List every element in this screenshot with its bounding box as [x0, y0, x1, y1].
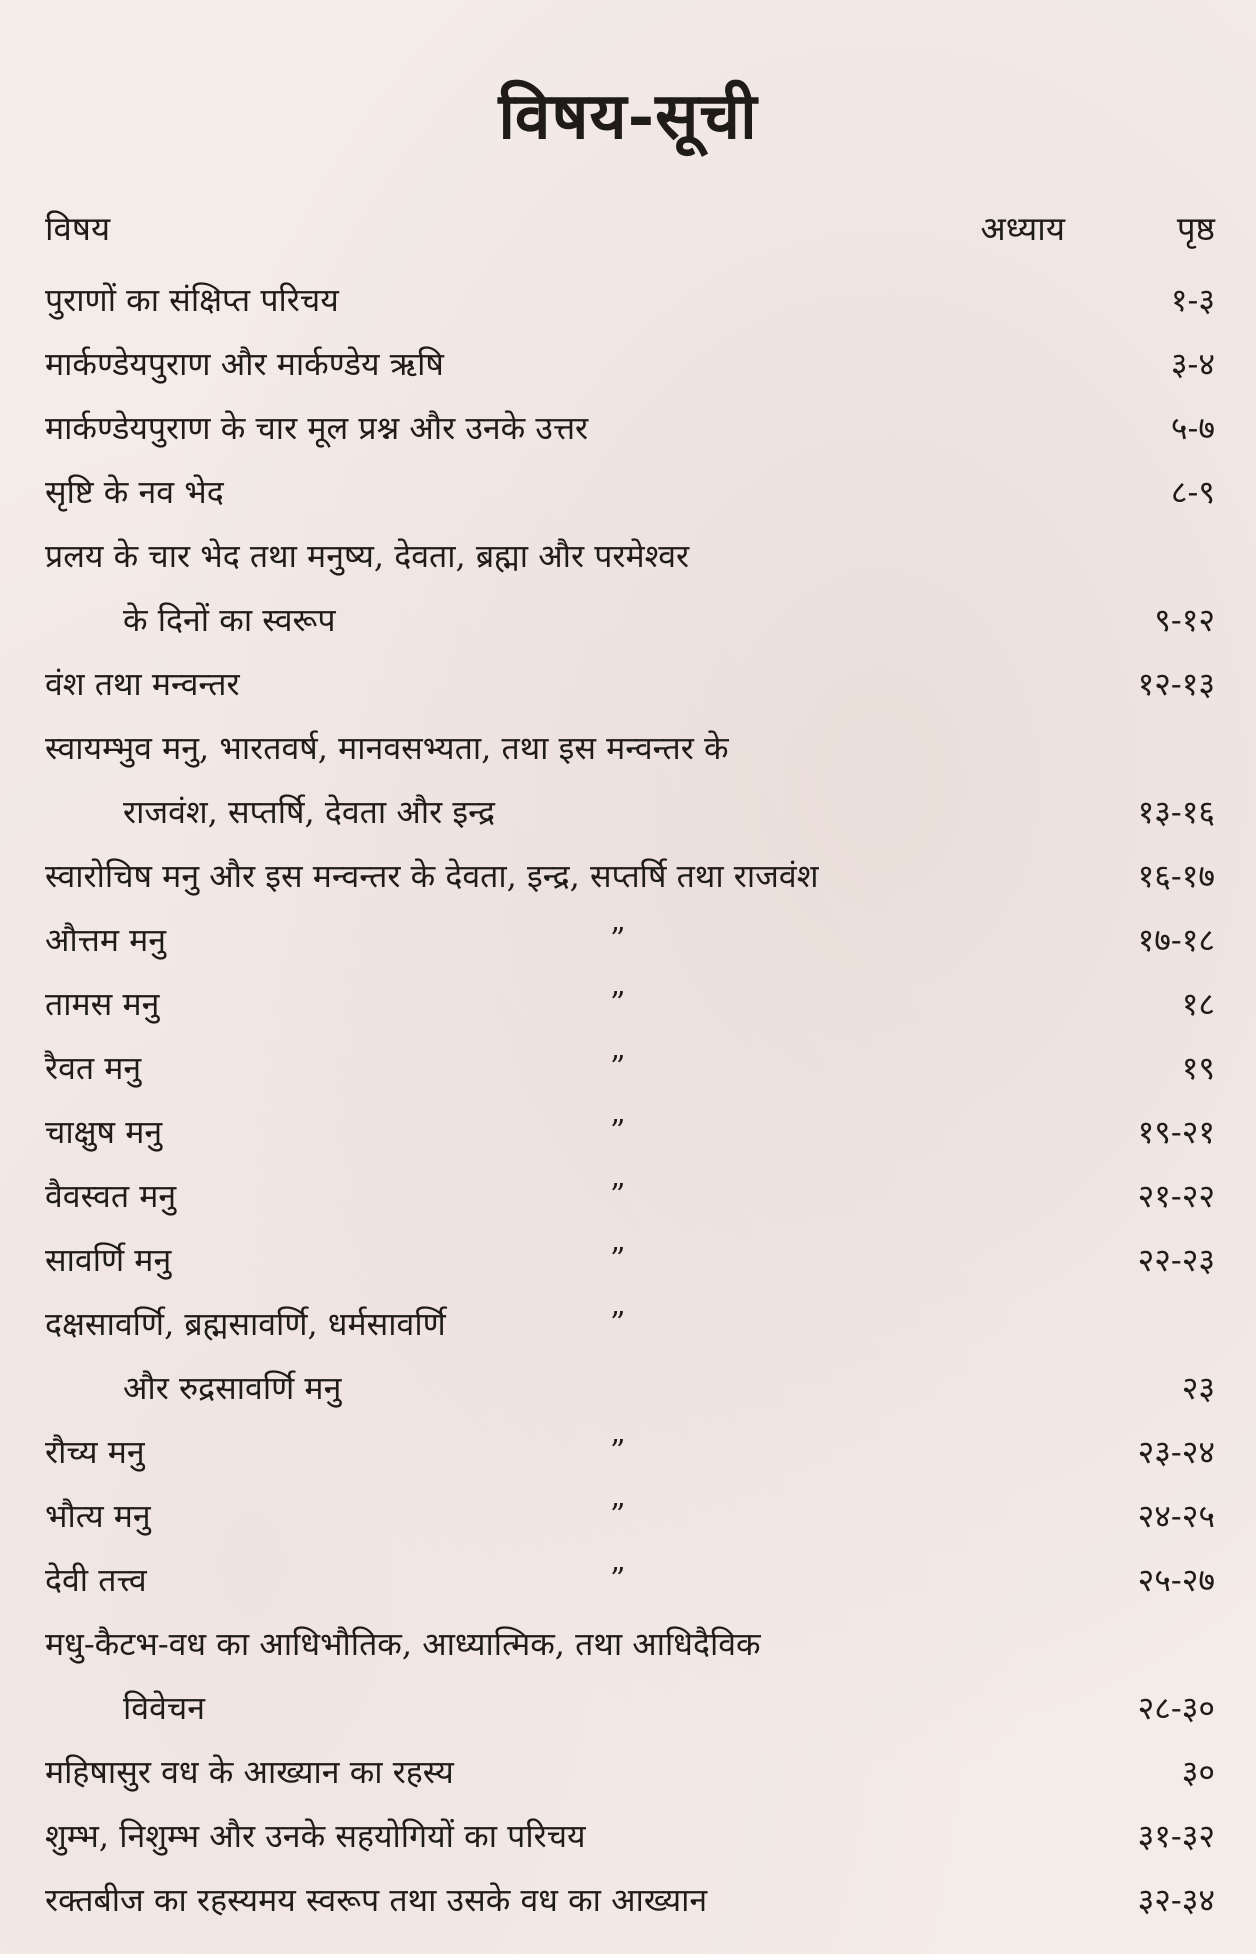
toc-entry [45, 1164, 1215, 1228]
toc-entry-title: भौत्य मनु [45, 1497, 151, 1535]
toc-entry-pages: १९-२१ [1137, 1113, 1215, 1151]
toc-entry-pages: २३-२४ [1137, 1433, 1215, 1471]
toc-entry-subject [45, 652, 240, 716]
toc-entry-subject [45, 1740, 454, 1804]
toc-entry-subject [45, 844, 818, 908]
toc-entry-subject [45, 1804, 586, 1868]
toc-entry-pages: १७-१८ [1137, 921, 1215, 959]
toc-entry-subject [45, 972, 159, 1036]
toc-entry-title: स्वारोचिष मनु और इस मन्वन्तर के देवता, इन्द्र, सप्तर्षि तथा राजवंश [45, 857, 819, 895]
toc-entry [45, 332, 1215, 396]
ditto-mark: ” [610, 922, 626, 957]
toc-header [45, 205, 1215, 255]
toc-entry-pages: ३-४ [1170, 345, 1215, 383]
toc-entry [45, 1420, 1215, 1484]
toc-entry-pages: २८-३० [1137, 1689, 1215, 1727]
toc-entry-subject [45, 1036, 141, 1100]
toc-entry-pages: २१-२२ [1137, 1177, 1215, 1215]
toc-entry-subject [45, 524, 689, 652]
toc-entry-subject [45, 1228, 171, 1292]
toc-entry-subject [45, 396, 588, 460]
toc-entry-title: रैवत मनु [45, 1049, 142, 1087]
toc-entry-pages: २५-२७ [1137, 1561, 1215, 1599]
toc-entry-pages: ९-१२ [1154, 601, 1215, 639]
ditto-mark: ” [610, 1498, 626, 1533]
toc-entry-title-continuation: के दिनों का स्वरूप [123, 601, 336, 639]
ditto-mark: ” [610, 986, 626, 1021]
toc-entry-subject [45, 1612, 761, 1740]
toc-entry-subject [45, 1484, 151, 1548]
header-chapter: अध्याय [980, 209, 1065, 248]
toc-entry [45, 652, 1215, 716]
toc-entry-title: शुम्भ, निशुम्भ और उनके सहयोगियों का परिचय [45, 1817, 586, 1855]
toc-entry [45, 716, 1215, 844]
ditto-mark: ” [610, 1050, 626, 1085]
toc-entry-pages: ५-७ [1170, 409, 1215, 447]
toc-entry-subject [45, 1100, 162, 1164]
toc-entry [45, 908, 1215, 972]
toc-entry-title: सृष्टि के नव भेद [45, 473, 224, 511]
ditto-mark: ” [610, 1562, 626, 1597]
toc-entry-pages: ८-९ [1170, 473, 1215, 511]
toc-entry-pages: २२-२३ [1137, 1241, 1215, 1279]
toc-entry-subject [45, 1548, 147, 1612]
ditto-mark: ” [610, 1114, 626, 1149]
table-of-contents [45, 268, 1215, 1932]
toc-entry [45, 268, 1215, 332]
toc-entry [45, 1740, 1215, 1804]
toc-entry-subject [45, 1164, 176, 1228]
ditto-mark: ” [610, 1178, 626, 1213]
toc-entry-subject [45, 1292, 446, 1420]
toc-entry-title-continuation: और रुद्रसावर्णि मनु [123, 1369, 342, 1407]
toc-entry-title: महिषासुर वध के आख्यान का रहस्य [45, 1753, 454, 1791]
toc-entry-pages: १९ [1181, 1049, 1215, 1087]
toc-entry-title: रक्तबीज का रहस्यमय स्वरूप तथा उसके वध का आख्यान [45, 1881, 708, 1919]
toc-entry-subject [45, 908, 166, 972]
toc-entry-pages: ३० [1181, 1753, 1215, 1791]
toc-entry [45, 1548, 1215, 1612]
toc-entry [45, 396, 1215, 460]
toc-entry [45, 1228, 1215, 1292]
ditto-mark: ” [610, 1306, 626, 1341]
toc-entry-subject [45, 1868, 707, 1932]
header-page: पृष्ठ [1176, 209, 1215, 248]
toc-entry-title: वंश तथा मन्वन्तर [45, 665, 240, 703]
page-title: विषय-सूची [498, 79, 758, 154]
toc-entry [45, 1868, 1215, 1932]
toc-entry [45, 1804, 1215, 1868]
toc-entry-pages: ३१-३२ [1137, 1817, 1215, 1855]
ditto-mark: ” [610, 1434, 626, 1469]
toc-entry-title-continuation: विवेचन [123, 1689, 205, 1727]
toc-entry-title: प्रलय के चार भेद तथा मनुष्य, देवता, ब्रह्मा और परमेश्वर [45, 537, 690, 575]
toc-entry-title: चाक्षुष मनु [45, 1113, 163, 1151]
toc-entry-title-continuation: राजवंश, सप्तर्षि, देवता और इन्द्र [123, 793, 495, 831]
toc-entry [45, 460, 1215, 524]
toc-entry-title: स्वायम्भुव मनु, भारतवर्ष, मानवसभ्यता, तथा इस मन्वन्तर के [45, 729, 729, 767]
toc-entry-subject [45, 716, 729, 844]
toc-entry [45, 1100, 1215, 1164]
toc-entry-pages: १६-१७ [1137, 857, 1215, 895]
toc-entry-title: मार्कण्डेयपुराण और मार्कण्डेय ऋषि [45, 345, 444, 383]
toc-entry-title: औत्तम मनु [45, 921, 167, 959]
toc-entry-subject [45, 460, 224, 524]
toc-entry [45, 1484, 1215, 1548]
header-subject: विषय [45, 209, 111, 248]
toc-entry-title: वैवस्वत मनु [45, 1177, 177, 1215]
toc-entry [45, 1292, 1215, 1420]
toc-entry-title: रौच्य मनु [45, 1433, 145, 1471]
toc-entry-pages: १२-१३ [1137, 665, 1215, 703]
toc-entry-pages: २४-२५ [1137, 1497, 1215, 1535]
toc-entry [45, 1612, 1215, 1740]
toc-entry-title: तामस मनु [45, 985, 160, 1023]
toc-entry-subject [45, 268, 339, 332]
toc-entry [45, 524, 1215, 652]
toc-entry-title: सावर्णि मनु [45, 1241, 172, 1279]
toc-entry-title: दक्षसावर्णि, ब्रह्मसावर्णि, धर्मसावर्णि [45, 1305, 446, 1343]
toc-entry-pages: ३२-३४ [1137, 1881, 1215, 1919]
toc-entry [45, 1036, 1215, 1100]
toc-entry [45, 844, 1215, 908]
toc-entry-title: देवी तत्त्व [45, 1561, 147, 1599]
toc-entry-pages: १८ [1181, 985, 1215, 1023]
toc-entry [45, 972, 1215, 1036]
toc-entry-title: मार्कण्डेयपुराण के चार मूल प्रश्न और उनके उत्तर [45, 409, 589, 447]
toc-entry-title: मधु-कैटभ-वध का आधिभौतिक, आध्यात्मिक, तथा आधिदैविक [45, 1625, 761, 1663]
toc-entry-title: पुराणों का संक्षिप्त परिचय [45, 281, 339, 319]
toc-entry-subject [45, 332, 444, 396]
toc-entry-pages: १३-१६ [1137, 793, 1215, 831]
toc-entry-pages: २३ [1181, 1369, 1215, 1407]
toc-entry-subject [45, 1420, 145, 1484]
ditto-mark: ” [610, 1242, 626, 1277]
toc-entry-pages: १-३ [1170, 281, 1215, 319]
